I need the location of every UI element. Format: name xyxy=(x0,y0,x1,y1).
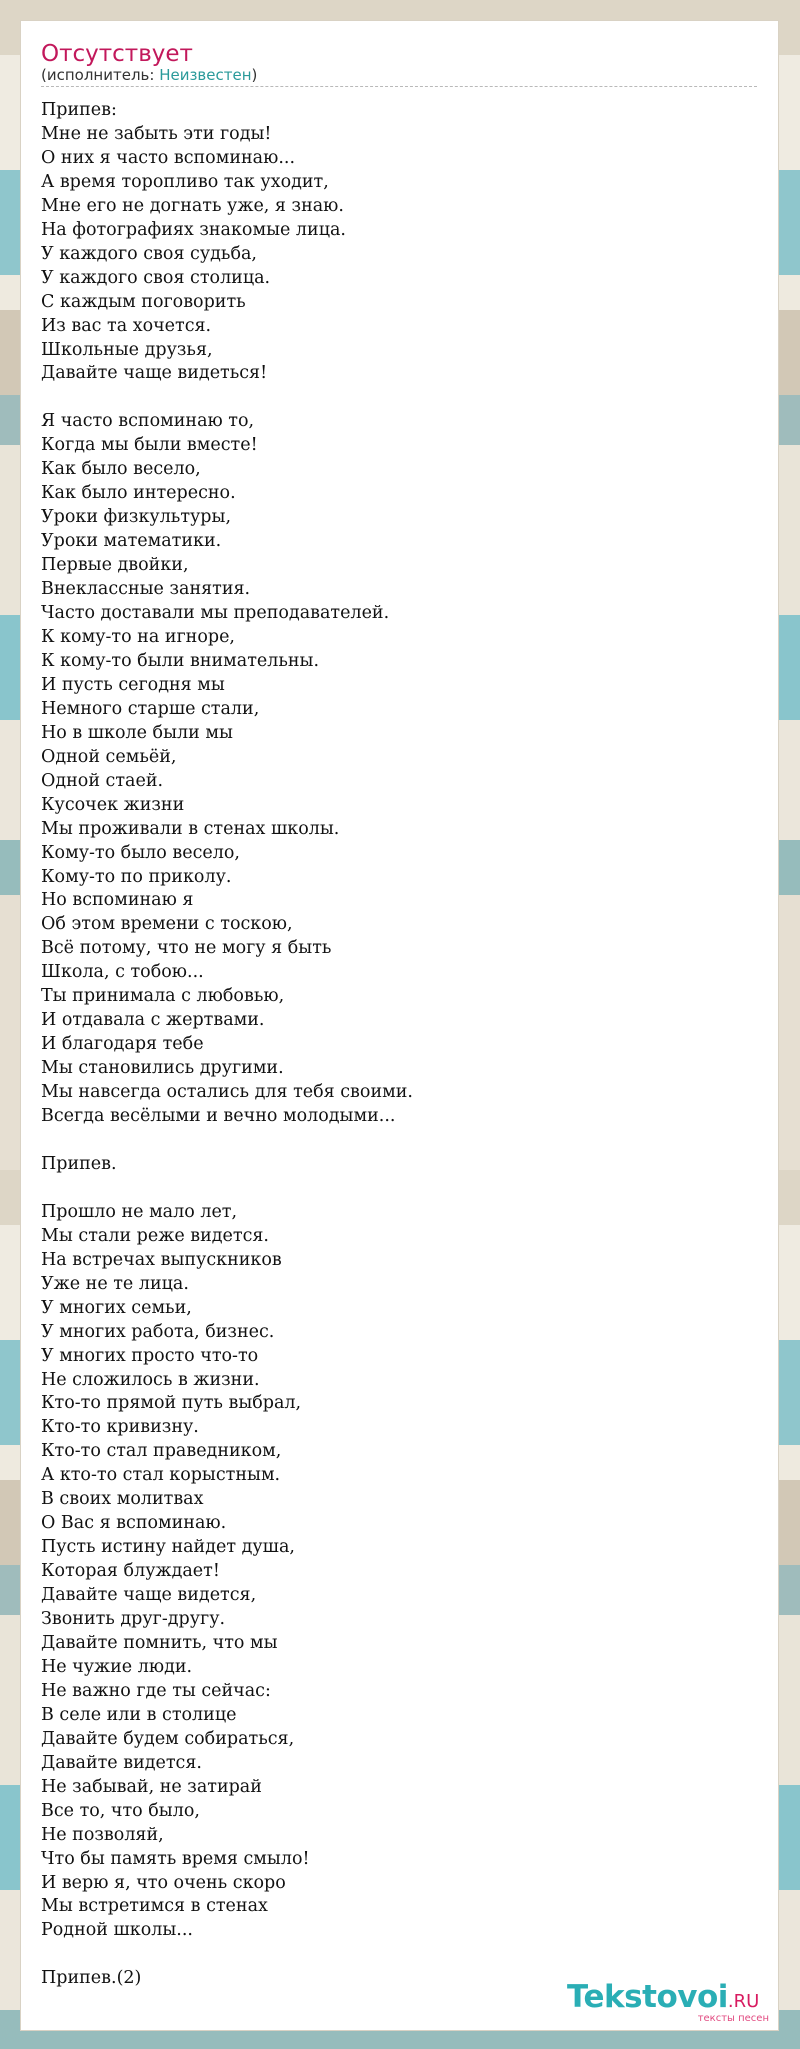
lyric-line: У каждого своя судьба, xyxy=(41,243,257,264)
lyric-line: Уже не те лица. xyxy=(41,1273,189,1294)
lyric-line: И благодаря тебе xyxy=(41,1034,204,1055)
song-header xyxy=(41,41,757,87)
lyric-line: Внеклассные занятия. xyxy=(41,579,251,600)
lyric-line: Уроки математики. xyxy=(41,531,222,552)
lyric-line: Мне не забыть эти годы! xyxy=(41,123,272,144)
lyric-line: Одной стаей. xyxy=(41,770,164,791)
lyric-line: Родной школы... xyxy=(41,1920,193,1941)
lyric-line: Когда мы были вместе! xyxy=(41,435,258,456)
lyric-line: Припев. xyxy=(41,1153,117,1174)
lyric-line: Пусть истину найдет душа, xyxy=(41,1537,295,1558)
lyric-line: Давайте будем собираться, xyxy=(41,1728,295,1749)
lyric-line: Не чужие люди. xyxy=(41,1656,193,1677)
lyric-line: Припев.(2) xyxy=(41,1968,142,1989)
artist-prefix: (исполнитель: xyxy=(41,66,160,84)
lyric-line: Прошло не мало лет, xyxy=(41,1201,238,1222)
lyric-line: Кто-то прямой путь выбрал, xyxy=(41,1393,302,1414)
lyric-line: Часто доставали мы преподавателей. xyxy=(41,603,390,624)
site-logo[interactable] xyxy=(567,1980,777,2024)
lyric-line: Кто-то кривизну. xyxy=(41,1417,199,1438)
lyric-line: Припев: xyxy=(41,100,117,120)
lyric-line: Одной семьёй, xyxy=(41,746,177,767)
lyric-line: Как было интересно. xyxy=(41,483,236,504)
lyric-line: Школьные друзья, xyxy=(41,339,213,360)
lyric-line: Не позволяй, xyxy=(41,1824,164,1845)
lyric-line: Уроки физкультуры, xyxy=(41,507,232,528)
lyric-line: Первые двойки, xyxy=(41,555,189,576)
lyrics-card xyxy=(21,21,778,2030)
lyric-line: Не забывай, не затирай xyxy=(41,1776,262,1797)
lyric-line: Давайте помнить, что мы xyxy=(41,1633,278,1653)
lyric-line: На фотографиях знакомые лица. xyxy=(41,219,346,240)
logo-main-text: Tekstovoi xyxy=(567,1979,728,2015)
lyric-line: О Вас я вспоминаю. xyxy=(41,1513,227,1534)
lyric-line: О них я часто вспоминаю... xyxy=(41,147,296,168)
lyric-line: Кусочек жизни xyxy=(41,794,185,815)
lyric-line: Что бы память время смыло! xyxy=(41,1848,310,1869)
lyric-line: Ты принимала с любовью, xyxy=(41,986,285,1007)
lyric-line: У каждого своя столица. xyxy=(41,267,271,288)
lyric-line: Звонить друг-другу. xyxy=(41,1609,226,1630)
artist-link[interactable]: Неизвестен xyxy=(159,66,252,84)
lyric-line: Кто-то стал праведником, xyxy=(41,1441,282,1462)
song-title: Отсутствует xyxy=(41,41,193,67)
lyric-line: На встречах выпускников xyxy=(41,1249,282,1270)
lyrics-text xyxy=(41,99,413,1991)
artist-line xyxy=(41,67,757,84)
lyric-line: У многих семьи, xyxy=(41,1297,192,1318)
lyric-line: Всё потому, что не могу я быть xyxy=(41,938,332,959)
lyric-line: И верю я, что очень скоро xyxy=(41,1872,286,1893)
lyric-line: И отдавала с жертвами. xyxy=(41,1010,265,1031)
lyric-line: Немного старше стали, xyxy=(41,698,260,719)
lyric-line: И пусть сегодня мы xyxy=(41,674,225,695)
lyric-line: Давайте чаще видеться! xyxy=(41,363,268,384)
lyric-line: Как было весело, xyxy=(41,459,201,480)
lyric-line: Но в школе были мы xyxy=(41,722,233,743)
lyric-line: У многих просто что-то xyxy=(41,1345,259,1366)
lyric-line: Всегда весёлыми и вечно молодыми... xyxy=(41,1106,396,1127)
lyric-line: Мы навсегда остались для тебя своими. xyxy=(41,1082,413,1103)
lyric-line: Из вас та хочется. xyxy=(41,315,212,336)
logo-tld: .RU xyxy=(727,1991,760,2012)
logo-tagline: тексты песен xyxy=(697,2013,769,2024)
lyric-line: Которая блуждает! xyxy=(41,1561,220,1582)
lyric-line: Мы становились другими. xyxy=(41,1058,284,1079)
lyric-line: В селе или в столице xyxy=(41,1704,237,1725)
lyric-line: У многих работа, бизнес. xyxy=(41,1321,275,1342)
artist-suffix: ) xyxy=(251,66,258,84)
lyric-line: Кому-то было весело, xyxy=(41,842,240,863)
lyric-line: Кому-то по приколу. xyxy=(41,866,232,887)
lyric-line: Школа, с тобою... xyxy=(41,962,204,983)
lyric-line: Мы проживали в стенах школы. xyxy=(41,818,340,839)
lyric-line: Мы стали реже видется. xyxy=(41,1225,269,1246)
lyric-line: Не сложилось в жизни. xyxy=(41,1369,260,1390)
lyric-line: Давайте чаще видется, xyxy=(41,1585,257,1606)
lyric-line: Мне его не догнать уже, я знаю. xyxy=(41,195,344,216)
lyric-line: Но вспоминаю я xyxy=(41,890,194,911)
lyric-line: Мы встретимся в стенах xyxy=(41,1896,268,1917)
lyric-line: С каждым поговорить xyxy=(41,291,246,312)
lyric-line: Давайте видется. xyxy=(41,1752,202,1773)
lyric-line: Я часто вспоминаю то, xyxy=(41,411,255,432)
lyric-line: В своих молитвах xyxy=(41,1489,204,1510)
lyric-line: К кому-то на игноре, xyxy=(41,626,235,647)
lyric-line: К кому-то были внимательны. xyxy=(41,650,320,671)
lyric-line: А кто-то стал корыстным. xyxy=(41,1465,281,1486)
lyric-line: Об этом времени с тоскою, xyxy=(41,914,293,935)
lyric-line: Не важно где ты сейчас: xyxy=(41,1680,271,1701)
lyric-line: Все то, что было, xyxy=(41,1800,200,1821)
lyric-line: А время торопливо так уходит, xyxy=(41,171,329,192)
